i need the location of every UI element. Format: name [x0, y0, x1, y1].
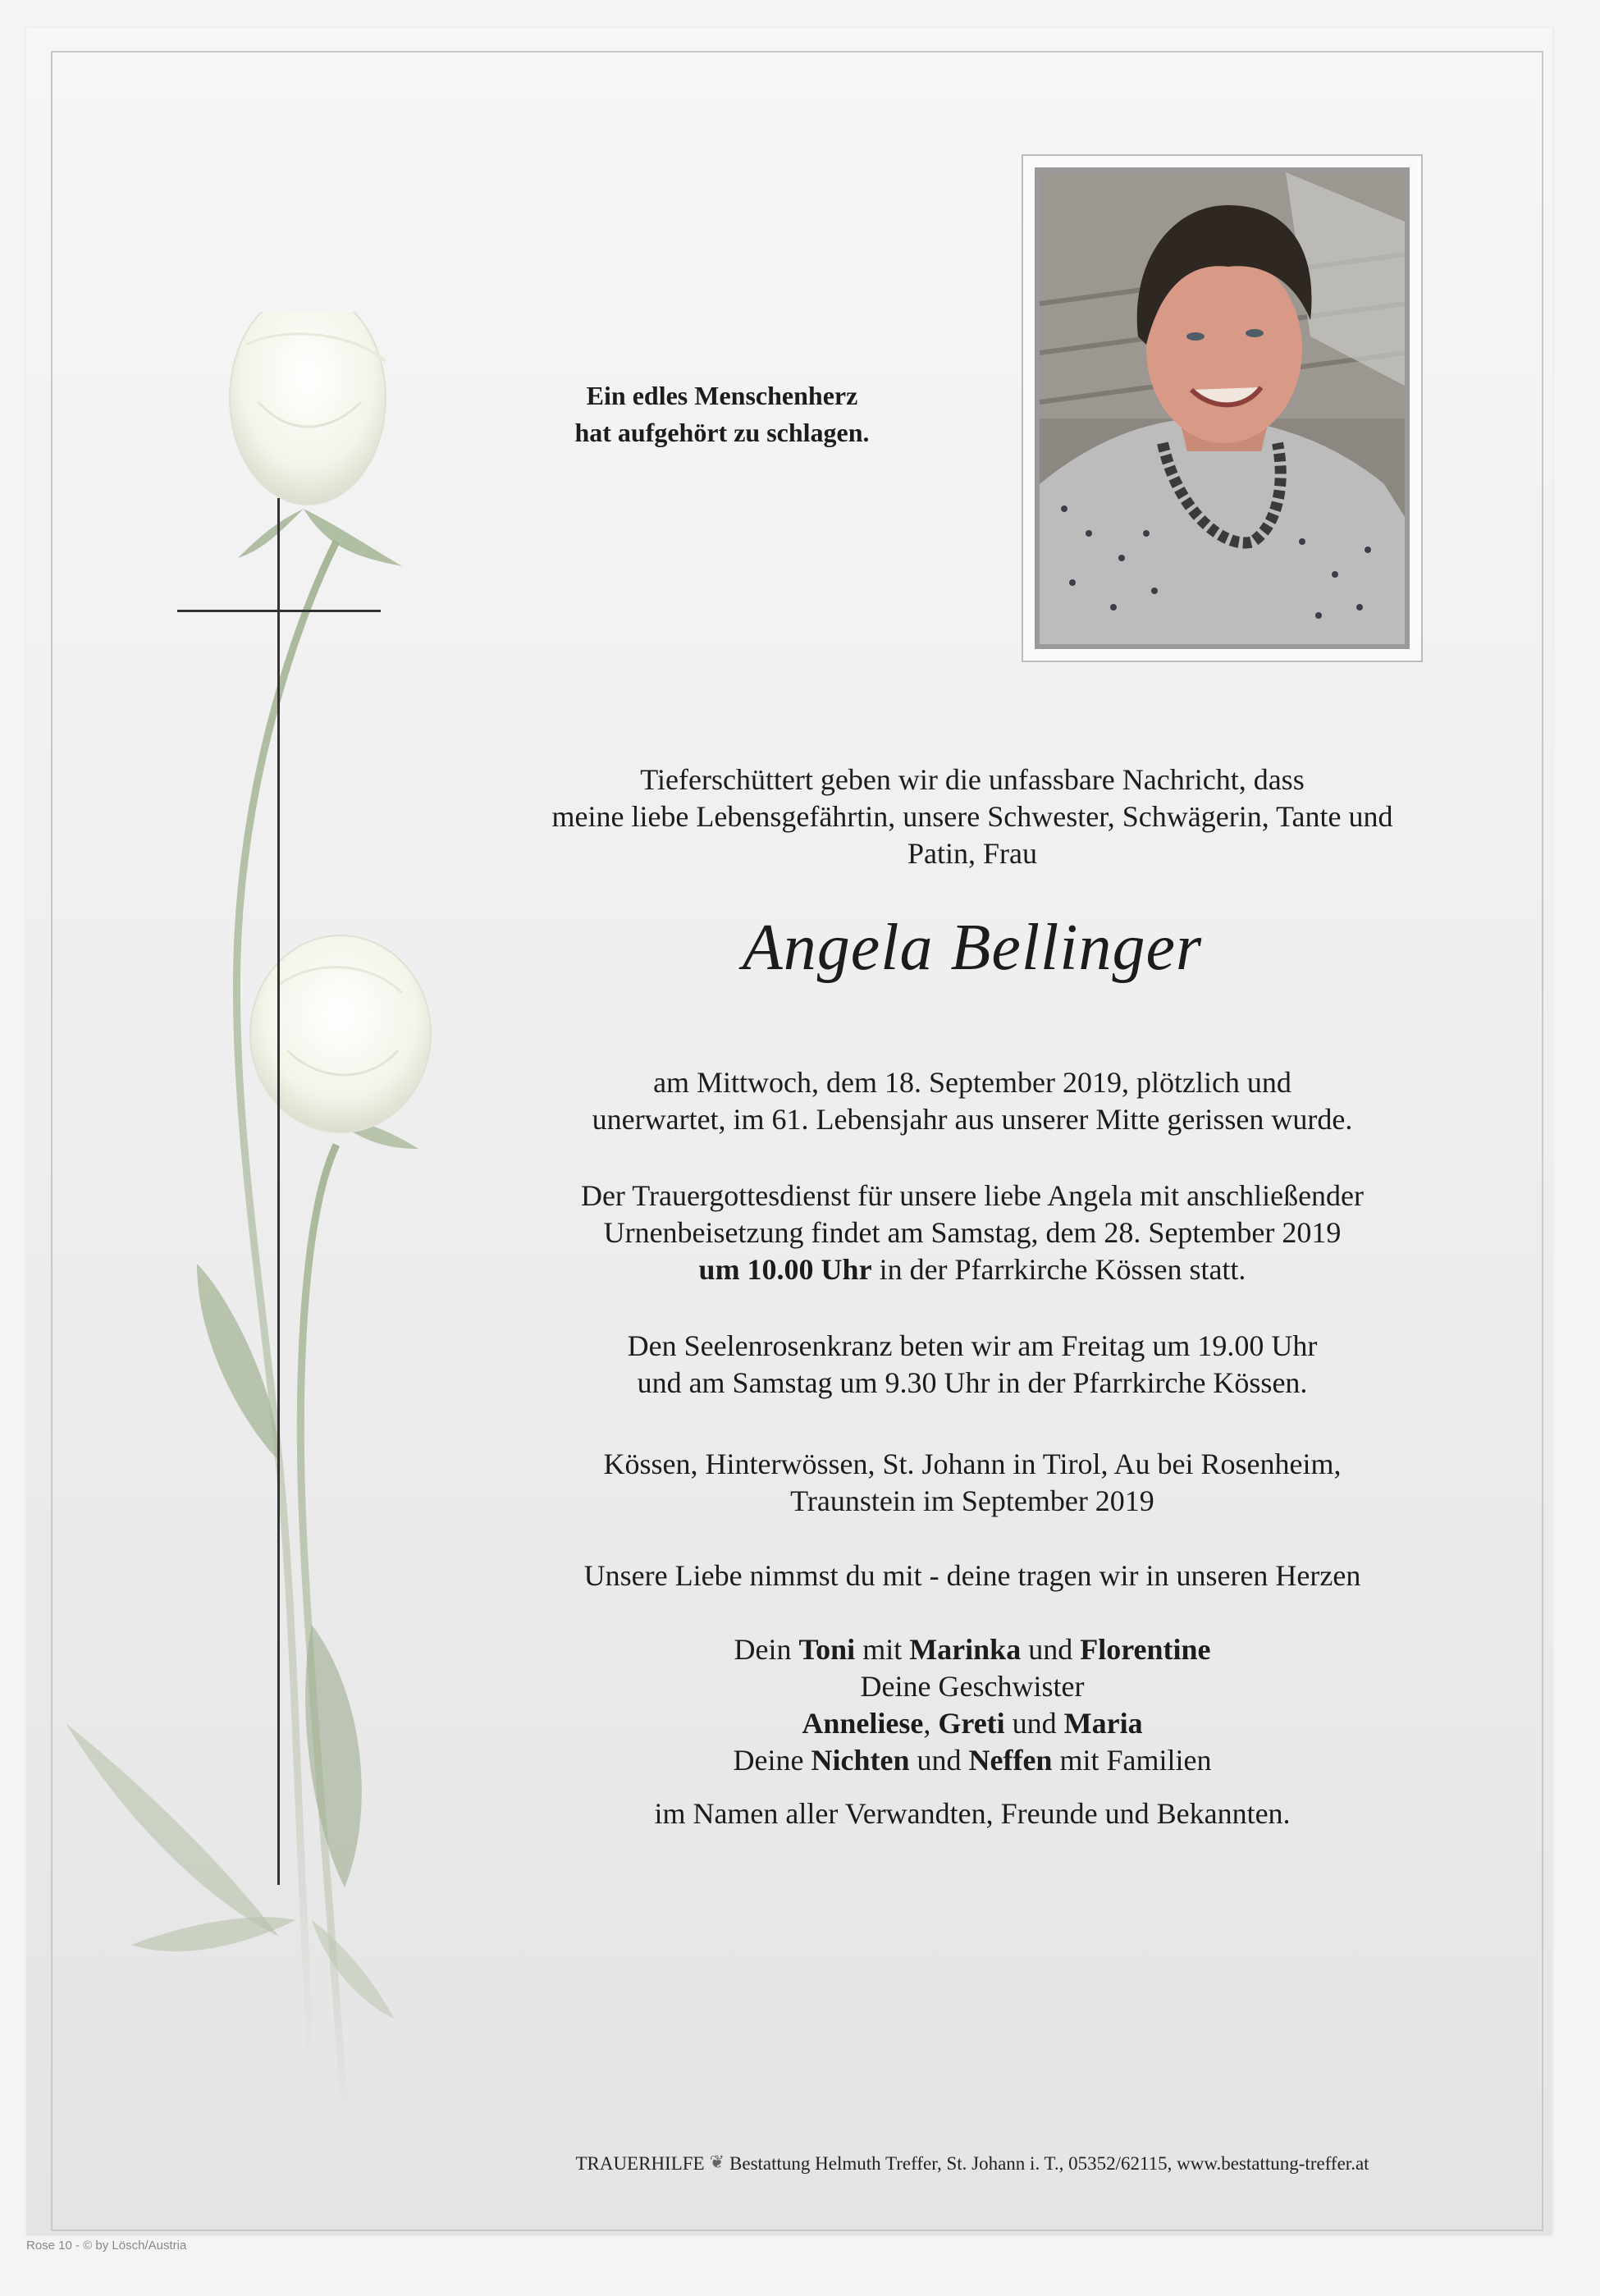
- mourner-name: Maria: [1063, 1707, 1143, 1740]
- mourner-name: Neffen: [968, 1744, 1053, 1777]
- mourners-text: Deine: [733, 1744, 811, 1777]
- intro-line: Tieferschüttert geben wir die unfassbare Nachricht, dass: [640, 763, 1305, 796]
- closing-text: im Namen aller Verwandten, Freunde und Bekannten.: [654, 1797, 1291, 1830]
- motto-line: hat aufgehört zu schlagen.: [574, 418, 870, 447]
- cross-icon-bar: [177, 610, 381, 612]
- cross-icon: [277, 498, 280, 1885]
- death-line: unerwartet, im 61. Lebensjahr aus unserer Mitte gerissen wurde.: [592, 1103, 1353, 1136]
- intro-line: meine liebe Lebensgefährtin, unsere Schwester, Schwägerin, Tante und: [551, 800, 1393, 833]
- mourners-text: Dein: [734, 1633, 799, 1666]
- deceased-name: Angela Bellinger: [742, 912, 1203, 984]
- mourners-line: Deine Geschwister: [860, 1670, 1085, 1703]
- quote: Unsere Liebe nimmst du mit - deine tragen wir in unseren Herzen: [583, 1559, 1361, 1592]
- mourners-text: mit: [855, 1633, 910, 1666]
- rosary-line: Den Seelenrosenkranz beten wir am Freitag um 19.00 Uhr: [627, 1329, 1318, 1362]
- footer-brand: TRAUERHILFE: [575, 2153, 705, 2174]
- mourner-name: Nichten: [811, 1744, 910, 1777]
- death-line: am Mittwoch, dem 18. September 2019, plötzlich und: [653, 1066, 1291, 1099]
- mourners-line: [459, 1705, 1485, 1742]
- white-rose-illustration: [33, 312, 492, 2150]
- rosary-text: [459, 1328, 1485, 1402]
- design-credit: Rose 10 - © by Lösch/Austria: [26, 2239, 187, 2253]
- place-date-text: [459, 1446, 1485, 1520]
- motto-line: Ein edles Menschenherz: [586, 381, 858, 410]
- footer-details: Bestattung Helmuth Treffer, St. Johann i. T., 05352/62115, www.bestattung-treffer.at: [729, 2153, 1369, 2174]
- service-location: in der Pfarrkirche Kössen statt.: [871, 1253, 1246, 1286]
- place-line: Traunstein im September 2019: [790, 1484, 1154, 1517]
- mourner-name: Greti: [938, 1707, 1005, 1740]
- mourners-text: und: [1004, 1707, 1064, 1740]
- service-text: [459, 1178, 1485, 1288]
- rosary-line: und am Samstag um 9.30 Uhr in der Pfarrkirche Kössen.: [637, 1366, 1308, 1399]
- intro-line: Patin, Frau: [907, 837, 1037, 870]
- mourner-name: Anneliese: [802, 1707, 924, 1740]
- mourners-text: mit Familien: [1052, 1744, 1212, 1777]
- trauerhilfe-logo-icon: ❦: [709, 2152, 725, 2172]
- footer: [459, 2150, 1485, 2176]
- mourners-line: [459, 1631, 1485, 1668]
- mourners-line: [459, 1742, 1485, 1779]
- service-line: [459, 1251, 1485, 1288]
- mourner-name: Toni: [798, 1633, 856, 1666]
- mourners: [459, 1631, 1485, 1779]
- portrait-photo: [1035, 167, 1410, 649]
- mourners-text: und: [909, 1744, 969, 1777]
- mourner-name: Marinka: [909, 1633, 1022, 1666]
- mourner-name: Florentine: [1080, 1633, 1211, 1666]
- mourners-text: und: [1021, 1633, 1081, 1666]
- place-line: Kössen, Hinterwössen, St. Johann in Tirol, Au bei Rosenheim,: [603, 1448, 1342, 1480]
- service-line: Urnenbeisetzung findet am Samstag, dem 28. September 2019: [603, 1216, 1342, 1249]
- portrait-frame: [1022, 154, 1423, 662]
- service-line: Der Trauergottesdienst für unsere liebe Angela mit anschließender: [580, 1179, 1365, 1212]
- death-text: [459, 1064, 1485, 1138]
- intro-text: [459, 762, 1485, 872]
- mourners-text: ,: [923, 1707, 939, 1740]
- motto: [492, 377, 952, 451]
- service-time: um 10.00 Uhr: [698, 1253, 872, 1286]
